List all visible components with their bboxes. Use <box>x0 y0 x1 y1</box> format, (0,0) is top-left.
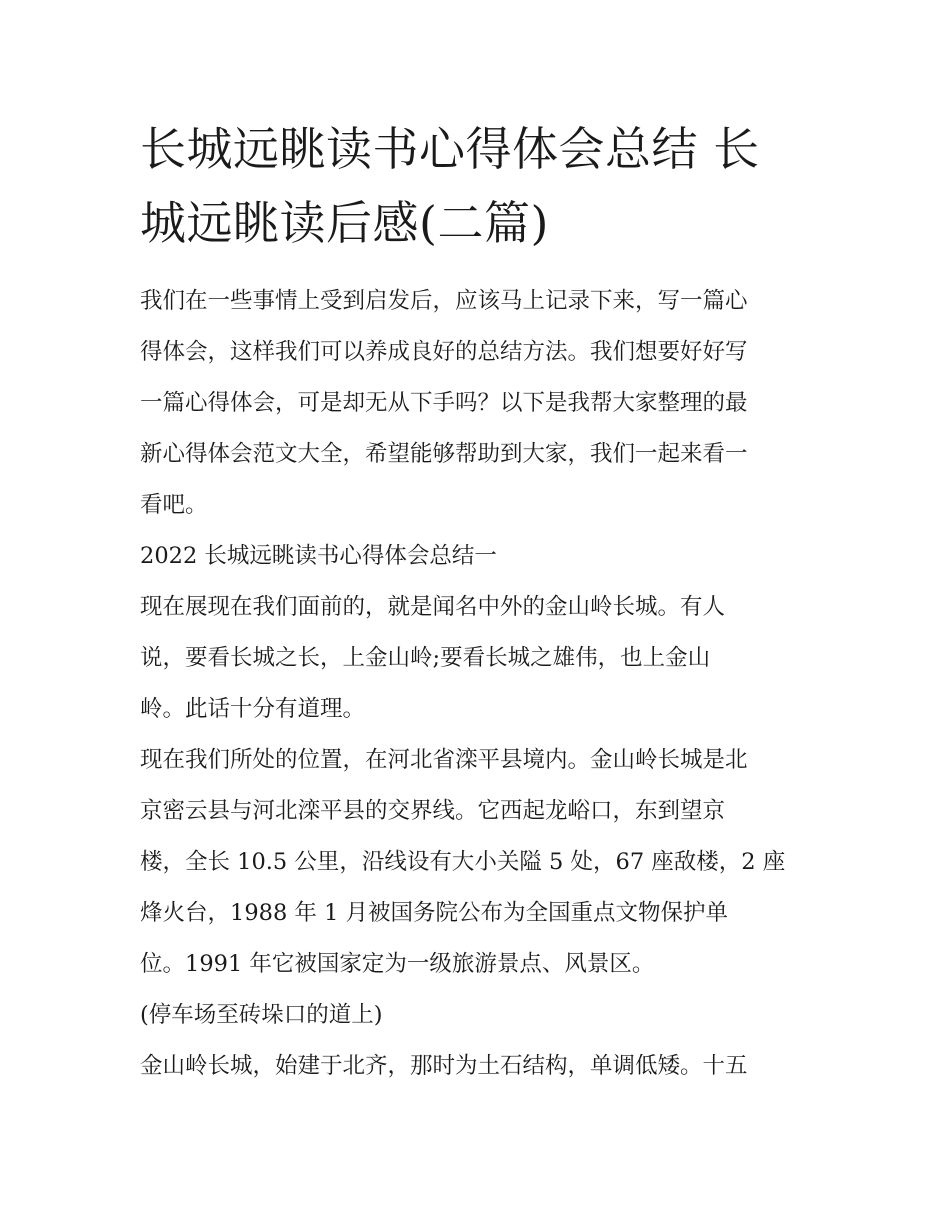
body-line: 现在我们所处的位置，在河北省滦平县境内。金山岭长城是北 <box>140 747 748 773</box>
section-heading: 2022 长城远眺读书心得体会总结一 <box>140 543 497 569</box>
body-line: (停车场至砖垛口的道上) <box>140 1002 383 1028</box>
document-title <box>140 112 820 260</box>
body-line: 岭。此话十分有道理。 <box>140 696 366 722</box>
body-line: 位。1991 年它被国家定为一级旅游景点、风景区。 <box>140 951 655 977</box>
body-line: 我们在一些事情上受到启发后，应该马上记录下来，写一篇心 <box>140 288 748 314</box>
body-line: 京密云县与河北滦平县的交界线。它西起龙峪口，东到望京 <box>140 798 726 824</box>
title-line-2: 城远眺读后感(二篇) <box>140 196 549 250</box>
body-line: 现在展现在我们面前的，就是闻名中外的金山岭长城。有人 <box>140 594 726 620</box>
body-line: 看吧。 <box>140 492 208 518</box>
title-line-1: 长城远眺读书心得体会总结 长 <box>140 122 760 176</box>
body-line: 得体会，这样我们可以养成良好的总结方法。我们想要好好写 <box>140 339 748 365</box>
body-line: 说，要看长城之长，上金山岭;要看长城之雄伟，也上金山 <box>140 645 711 671</box>
body-line: 新心得体会范文大全，希望能够帮助到大家，我们一起来看一 <box>140 441 748 467</box>
body-line: 一篇心得体会，可是却无从下手吗？以下是我帮大家整理的最 <box>140 390 748 416</box>
body-line: 楼，全长 10.5 公里，沿线设有大小关隘 5 处，67 座敌楼，2 座 <box>140 849 786 875</box>
body-line: 金山岭长城，始建于北齐，那时为土石结构，单调低矮。十五 <box>140 1053 748 1079</box>
body-line: 烽火台，1988 年 1 月被国务院公布为全国重点文物保护单 <box>140 900 729 926</box>
